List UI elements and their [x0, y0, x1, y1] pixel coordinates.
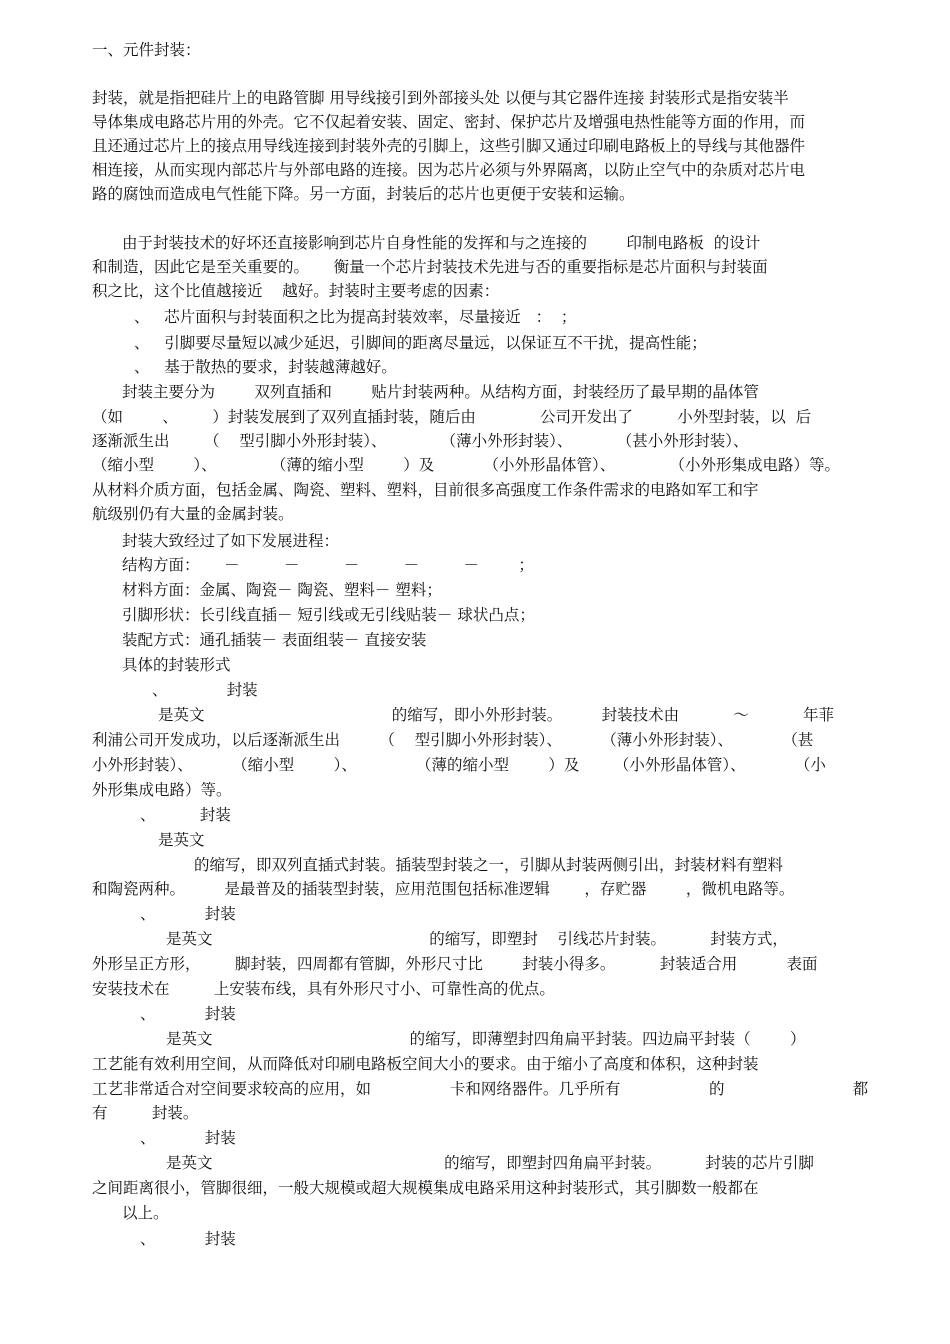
text-line: 的缩写，即双列直插式封装。插装型封装之一，引脚从封装两侧引出，封装材料有塑料	[194, 856, 784, 874]
text-line: 封装主要分为 双列直插和 贴片封装两种。从结构方面，封装经历了最早期的晶体管	[122, 383, 759, 401]
text-line: 从材料介质方面，包括金属、陶瓷、塑料、塑料，目前很多高强度工作条件需求的电路如军工和宇	[92, 481, 759, 499]
text-line: 封装，就是指把硅片上的电路管脚 用导线接引到外部接头处 以便与其它器件连接 封装形式是指安装半	[92, 89, 789, 107]
text-line: （缩小型 ）、 （薄的缩小型 ）及 （小外形晶体管）、 （小外形集成电路）等。	[92, 456, 840, 474]
text-line: 、 封装	[140, 905, 236, 923]
text-line: 以上。	[122, 1204, 169, 1222]
text-line: 利浦公司开发成功，以后逐渐派生出 （ 型引脚小外形封装）、 （薄小外形封装）、 （甚	[92, 731, 814, 749]
text-line: 和制造，因此它是至关重要的。 衡量一个芯片封装技术先进与否的重要指标是芯片面积与封装面	[92, 258, 768, 276]
text-line: 、 封装	[140, 1230, 236, 1248]
text-line: 逐渐派生出 （ 型引脚小外形封装）、 （薄小外形封装）、 （甚小外形封装）、	[92, 432, 749, 450]
text-line: 导体集成电路芯片用的外壳。它不仅起着安装、固定、密封、保护芯片及增强电热性能等方面的作用，而	[92, 113, 806, 131]
text-line: 相连接，从而实现内部芯片与外部电路的连接。因为芯片必须与外界隔离，以防止空气中的杂质对芯片电	[92, 161, 806, 179]
text-line: 结构方面： － － － － － ；	[122, 556, 534, 574]
text-line: 装配方式：通孔插装－ 表面组装－ 直接安装	[122, 631, 427, 649]
text-line: 、 封装	[152, 681, 258, 699]
text-line: 路的腐蚀而造成电气性能下降。另一方面，封装后的芯片也更便于安装和运输。	[92, 185, 635, 203]
text-line: 一、元件封装：	[92, 41, 201, 59]
text-line: （如 、 ）封装发展到了双列直插封装，随后由 公司开发出了 小外型封装，以 后	[92, 408, 812, 426]
text-line: 安装技术在 上安装布线，具有外形尺寸小、可靠性高的优点。	[92, 980, 555, 998]
text-line: 工艺能有效利用空间，从而降低对印刷电路板空间大小的要求。由于缩小了高度和体积，这种封装	[92, 1055, 759, 1073]
text-line: 航级别仍有大量的金属封装。	[92, 505, 294, 523]
text-line: 是英文 的缩写，即薄塑封四角扁平封装。四边扁平封装（ ）	[166, 1030, 806, 1048]
text-line: 有 封装。	[92, 1104, 199, 1122]
text-line: 工艺非常适合对空间要求较高的应用，如 卡和网络器件。几乎所有 的 都	[92, 1080, 869, 1098]
text-line: 、 封装	[140, 806, 231, 824]
text-line: 是英文 的缩写，即塑封四角扁平封装。 封装的芯片引脚	[166, 1154, 814, 1172]
text-line: 外形集成电路）等。	[92, 781, 232, 799]
text-line: 外形呈正方形， 脚封装，四周都有管脚，外形尺寸比 封装小得多。 封装适合用 表面	[92, 955, 818, 973]
text-line: 、 封装	[140, 1005, 236, 1023]
text-line: 具体的封装形式	[122, 656, 231, 674]
text-line: 、 封装	[140, 1129, 236, 1147]
text-line: 之间距离很小，管脚很细，一般大规模或超大规模集成电路采用这种封装形式，其引脚数一般都在	[92, 1179, 759, 1197]
text-line: 是英文 的缩写，即小外形封装。 封装技术由 ～ 年菲	[158, 706, 835, 724]
text-line: 是英文	[158, 831, 205, 849]
text-line: 、 引脚要尽量短以减少延迟，引脚间的距离尽量远，以保证互不干扰，提高性能；	[134, 334, 707, 352]
text-line: 材料方面：金属、陶瓷－ 陶瓷、塑料－ 塑料；	[122, 581, 442, 599]
text-line: 封装大致经过了如下发展进程：	[122, 532, 340, 550]
text-line: 且还通过芯片上的接点用导线连接到封装外壳的引脚上，这些引脚又通过印刷电路板上的导线与其他器件	[92, 137, 806, 155]
text-line: 、 基于散热的要求，封装越薄越好。	[134, 358, 397, 376]
text-line: 积之比，这个比值越接近 越好。封装时主要考虑的因素：	[92, 282, 500, 300]
text-line: 和陶瓷两种。 是最普及的插装型封装，应用范围包括标准逻辑 ，存贮器 ，微机电路等。	[92, 880, 795, 898]
text-line: 是英文 的缩写，即塑封 引线芯片封装。 封装方式，	[166, 930, 788, 948]
text-line: 引脚形状：长引线直插－ 短引线或无引线贴装－ 球状凸点；	[122, 606, 535, 624]
text-line: 小外形封装）、 （缩小型 ）、 （薄的缩小型 ）及 （小外形晶体管）、 （小	[92, 756, 826, 774]
text-line: 、 芯片面积与封装面积之比为提高封装效率，尽量接近 ： ；	[134, 308, 577, 326]
text-line: 由于封装技术的好坏还直接影响到芯片自身性能的发挥和与之连接的 印制电路板 的设计	[122, 234, 761, 252]
